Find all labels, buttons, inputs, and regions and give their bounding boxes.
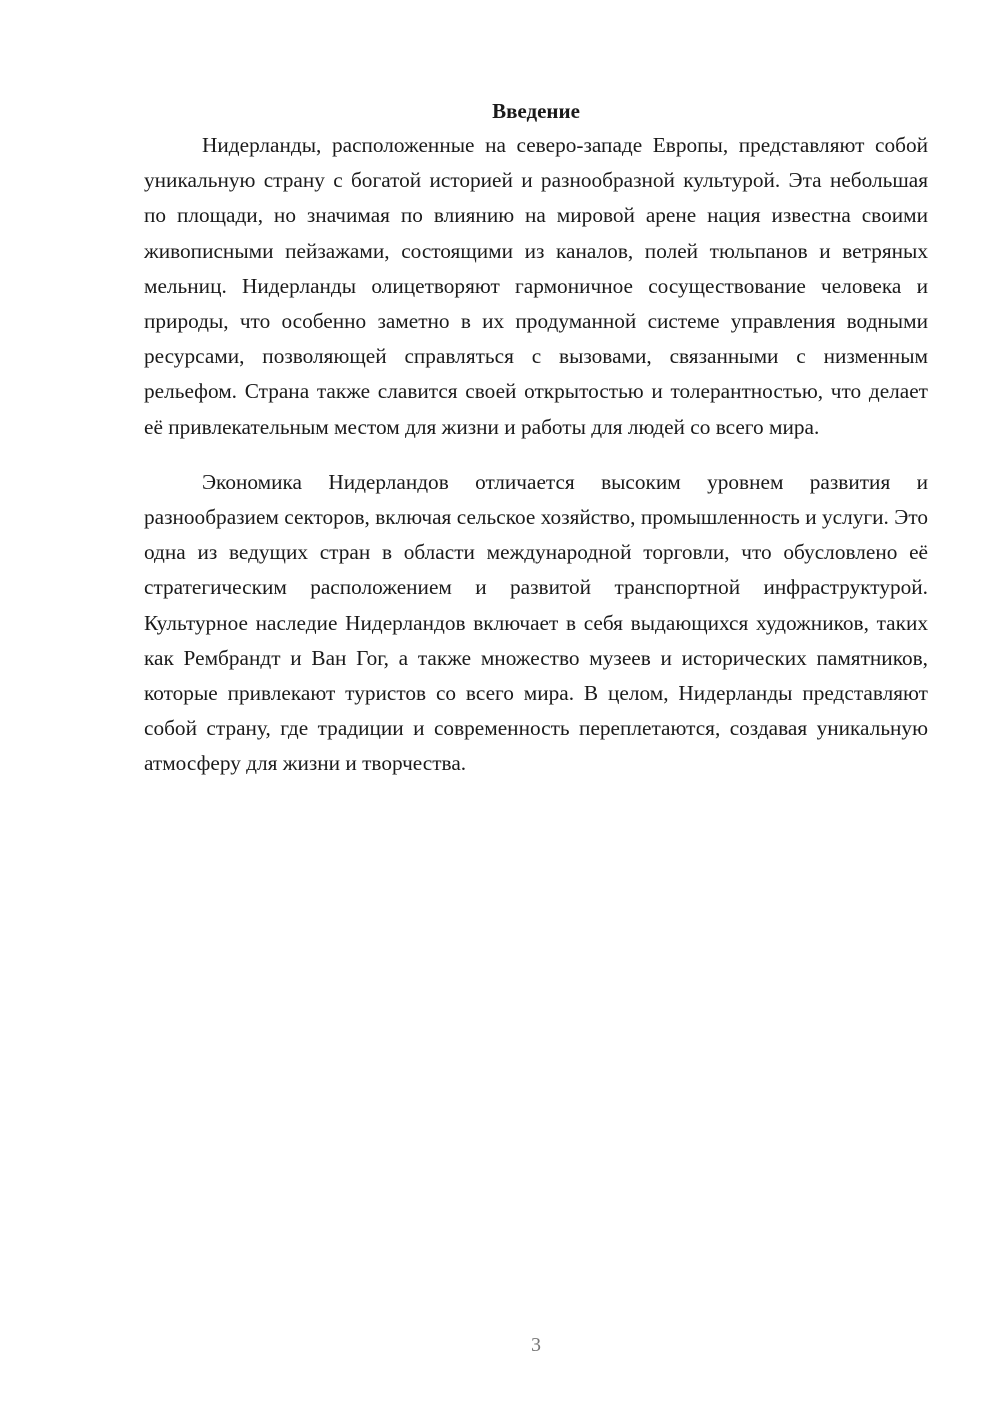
paragraph-intro: Нидерланды, расположенные на северо-западе Европы, представляют собой уникальную страну с богатой историей и разнообразной культурой. Эта небольшая по площади, но значимая по влиянию на мировой арене нация известна своими живописными пейзажами, состоящими из каналов, полей тюльпанов и ветряных мельниц. Нидерланды олицетворяют гармоничное сосуществование человека и природы, что особенно заметно в их продуманной системе управления водными ресурсами, позволяющей справляться с вызовами, связанными с низменным рельефом. Страна также славится своей открытостью и толерантностью, что делает её привлекательным местом для жизни и работы для людей со всего мира. <box>144 133 928 439</box>
paragraph-economy: Экономика Нидерландов отличается высоким уровнем развития и разнообразием секторов, включая сельское хозяйство, промышленность и услуги. Это одна из ведущих стран в области международной торговли, что обусловлено её стратегическим расположением и развитой транспортной инфраструктурой. Культурное наследие Нидерландов включает в себя выдающихся художников, таких как Рембрандт и Ван Гог, а также множество музеев и исторических памятников, которые привлекают туристов со всего мира. В целом, Нидерланды представляют собой страну, где традиции и современность переплетаются, создавая уникальную атмосферу для жизни и творчества. <box>144 469 928 776</box>
document-body <box>144 96 928 782</box>
section-title: Введение <box>492 99 580 123</box>
page-number: 3 <box>531 1334 541 1356</box>
